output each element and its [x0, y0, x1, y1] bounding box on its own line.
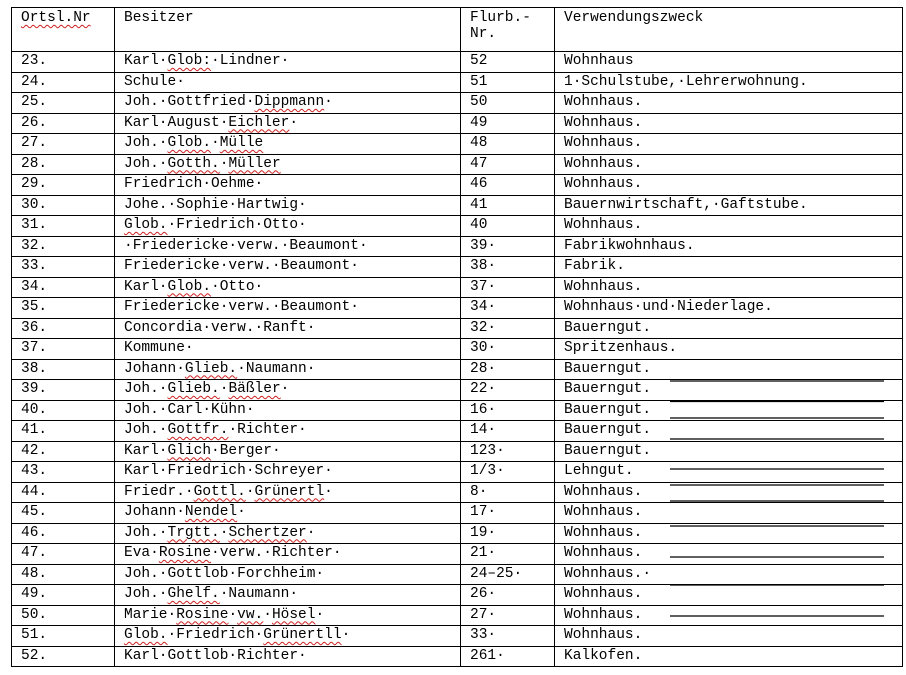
cell-ortsl-nr: 27.	[12, 134, 115, 155]
cell-verwendungszweck: Wohnhaus·und·Niederlage.	[555, 298, 903, 319]
cell-besitzer: Kommune·	[115, 339, 461, 360]
table-row	[12, 380, 903, 401]
cell-ortsl-nr: 37.	[12, 339, 115, 360]
table-row	[12, 441, 903, 462]
cell-besitzer: Friedr.·Gottl.·Grünertl·	[115, 482, 461, 503]
cell-verwendungszweck: Bauerngut.	[555, 318, 903, 339]
cell-flurb-nr: 46	[461, 175, 555, 196]
cell-ortsl-nr: 51.	[12, 626, 115, 647]
table-row	[12, 646, 903, 667]
cell-ortsl-nr: 42.	[12, 441, 115, 462]
cell-verwendungszweck: Wohnhaus.	[555, 216, 903, 237]
table-row	[12, 503, 903, 524]
cell-flurb-nr: 33·	[461, 626, 555, 647]
cell-ortsl-nr: 48.	[12, 564, 115, 585]
header-besitzer: Besitzer	[115, 8, 461, 52]
header-flurb-nr: Flurb.-Nr.	[461, 8, 555, 52]
table-row	[12, 52, 903, 73]
cell-besitzer: Glob.·Friedrich·Otto·	[115, 216, 461, 237]
cell-flurb-nr: 38·	[461, 257, 555, 278]
cell-verwendungszweck: Wohnhaus.	[555, 626, 903, 647]
cell-ortsl-nr: 32.	[12, 236, 115, 257]
cell-verwendungszweck: Wohnhaus.	[555, 113, 903, 134]
cell-besitzer: Joh.·Gottfr.·Richter·	[115, 421, 461, 442]
table-row	[12, 585, 903, 606]
cell-flurb-nr: 21·	[461, 544, 555, 565]
cell-verwendungszweck: Bauerngut.	[555, 441, 903, 462]
table-row	[12, 359, 903, 380]
cell-verwendungszweck: Bauerngut.	[555, 400, 903, 421]
table-row	[12, 605, 903, 626]
table-row	[12, 175, 903, 196]
cell-besitzer: Joh.·Glob.·Mülle	[115, 134, 461, 155]
cell-verwendungszweck: Wohnhaus.	[555, 544, 903, 565]
table-row	[12, 339, 903, 360]
cell-besitzer: Joh.·Glieb.·Bäßler·	[115, 380, 461, 401]
cell-flurb-nr: 37·	[461, 277, 555, 298]
cell-besitzer: Karl·Glob.·Otto·	[115, 277, 461, 298]
table-row	[12, 277, 903, 298]
cell-ortsl-nr: 45.	[12, 503, 115, 524]
cell-ortsl-nr: 44.	[12, 482, 115, 503]
cell-verwendungszweck: Wohnhaus.·	[555, 564, 903, 585]
table-row	[12, 134, 903, 155]
cell-ortsl-nr: 29.	[12, 175, 115, 196]
cell-ortsl-nr: 33.	[12, 257, 115, 278]
cell-verwendungszweck: Wohnhaus.	[555, 482, 903, 503]
cell-verwendungszweck: Spritzenhaus.	[555, 339, 903, 360]
table-row	[12, 421, 903, 442]
cell-flurb-nr: 52	[461, 52, 555, 73]
cell-verwendungszweck: Fabrik.	[555, 257, 903, 278]
cell-besitzer: Karl·August·Eichler·	[115, 113, 461, 134]
cell-flurb-nr: 39·	[461, 236, 555, 257]
table-row	[12, 544, 903, 565]
table-row	[12, 195, 903, 216]
cell-besitzer: Friedrich·Oehme·	[115, 175, 461, 196]
cell-flurb-nr: 19·	[461, 523, 555, 544]
cell-besitzer: Friedericke·verw.·Beaumont·	[115, 257, 461, 278]
cell-flurb-nr: 17·	[461, 503, 555, 524]
table-row	[12, 216, 903, 237]
table-row	[12, 564, 903, 585]
table-row	[12, 93, 903, 114]
cell-flurb-nr: 48	[461, 134, 555, 155]
cell-besitzer: ·Friedericke·verw.·Beaumont·	[115, 236, 461, 257]
cell-flurb-nr: 14·	[461, 421, 555, 442]
cell-ortsl-nr: 41.	[12, 421, 115, 442]
cell-verwendungszweck: Wohnhaus.	[555, 175, 903, 196]
cell-besitzer: Eva·Rosine·verw.·Richter·	[115, 544, 461, 565]
cell-flurb-nr: 8·	[461, 482, 555, 503]
cell-flurb-nr: 16·	[461, 400, 555, 421]
cell-besitzer: Johann·Glieb.·Naumann·	[115, 359, 461, 380]
cell-verwendungszweck: 1·Schulstube,·Lehrerwohnung.	[555, 72, 903, 93]
cell-flurb-nr: 30·	[461, 339, 555, 360]
cell-besitzer: Concordia·verw.·Ranft·	[115, 318, 461, 339]
cell-verwendungszweck: Wohnhaus.	[555, 93, 903, 114]
table-row	[12, 298, 903, 319]
cell-ortsl-nr: 28.	[12, 154, 115, 175]
cell-flurb-nr: 261·	[461, 646, 555, 667]
cell-besitzer: Karl·Gottlob·Richter·	[115, 646, 461, 667]
cell-verwendungszweck: Bauerngut.	[555, 380, 903, 401]
cell-flurb-nr: 40	[461, 216, 555, 237]
cell-flurb-nr: 32·	[461, 318, 555, 339]
cell-verwendungszweck: Wohnhaus.	[555, 605, 903, 626]
cell-verwendungszweck: Wohnhaus.	[555, 503, 903, 524]
cell-ortsl-nr: 38.	[12, 359, 115, 380]
cell-besitzer: Johe.·Sophie·Hartwig·	[115, 195, 461, 216]
cell-flurb-nr: 47	[461, 154, 555, 175]
cell-ortsl-nr: 25.	[12, 93, 115, 114]
cell-besitzer: Karl·Friedrich·Schreyer·	[115, 462, 461, 483]
cell-flurb-nr: 22·	[461, 380, 555, 401]
cell-flurb-nr: 123·	[461, 441, 555, 462]
cell-flurb-nr: 50	[461, 93, 555, 114]
cell-besitzer: Joh.·Carl·Kühn·	[115, 400, 461, 421]
table-row	[12, 482, 903, 503]
cell-besitzer: Marie·Rosine·vw.·Hösel·	[115, 605, 461, 626]
cell-verwendungszweck: Wohnhaus.	[555, 134, 903, 155]
table-row	[12, 626, 903, 647]
cell-ortsl-nr: 40.	[12, 400, 115, 421]
cell-flurb-nr: 26·	[461, 585, 555, 606]
cell-ortsl-nr: 24.	[12, 72, 115, 93]
cell-ortsl-nr: 39.	[12, 380, 115, 401]
cell-flurb-nr: 41	[461, 195, 555, 216]
table-row	[12, 236, 903, 257]
cell-flurb-nr: 28·	[461, 359, 555, 380]
cell-ortsl-nr: 36.	[12, 318, 115, 339]
cell-ortsl-nr: 46.	[12, 523, 115, 544]
cell-besitzer: Karl·Glich·Berger·	[115, 441, 461, 462]
table-row	[12, 318, 903, 339]
table-row	[12, 462, 903, 483]
cell-verwendungszweck: Wohnhaus.	[555, 585, 903, 606]
table-row	[12, 257, 903, 278]
cell-besitzer: Joh.·Gotth.·Müller	[115, 154, 461, 175]
cell-besitzer: Joh.·Gottlob·Forchheim·	[115, 564, 461, 585]
cell-besitzer: Joh.·Gottfried·Dippmann·	[115, 93, 461, 114]
cell-verwendungszweck: Lehngut.	[555, 462, 903, 483]
cell-besitzer: Karl·Glob:·Lindner·	[115, 52, 461, 73]
cell-ortsl-nr: 35.	[12, 298, 115, 319]
cell-verwendungszweck: Bauernwirtschaft,·Gaftstube.	[555, 195, 903, 216]
cell-ortsl-nr: 23.	[12, 52, 115, 73]
cell-ortsl-nr: 49.	[12, 585, 115, 606]
cell-ortsl-nr: 34.	[12, 277, 115, 298]
cell-flurb-nr: 1/3·	[461, 462, 555, 483]
cell-verwendungszweck: Wohnhaus.	[555, 523, 903, 544]
header-ortsl-nr: Ortsl.Nr	[12, 8, 115, 52]
cell-besitzer: Joh.·Ghelf.·Naumann·	[115, 585, 461, 606]
cell-besitzer: Joh.·Trgtt.·Schertzer·	[115, 523, 461, 544]
property-register-table	[11, 7, 903, 667]
cell-flurb-nr: 51	[461, 72, 555, 93]
cell-flurb-nr: 34·	[461, 298, 555, 319]
cell-ortsl-nr: 30.	[12, 195, 115, 216]
cell-flurb-nr: 24–25·	[461, 564, 555, 585]
header-verwendungszweck: Verwendungszweck	[555, 8, 903, 52]
header-row	[12, 8, 903, 52]
cell-ortsl-nr: 26.	[12, 113, 115, 134]
table-row	[12, 400, 903, 421]
cell-verwendungszweck: Wohnhaus	[555, 52, 903, 73]
table-row	[12, 113, 903, 134]
cell-ortsl-nr: 47.	[12, 544, 115, 565]
cell-verwendungszweck: Wohnhaus.	[555, 277, 903, 298]
cell-flurb-nr: 27·	[461, 605, 555, 626]
cell-ortsl-nr: 52.	[12, 646, 115, 667]
cell-verwendungszweck: Wohnhaus.	[555, 154, 903, 175]
cell-verwendungszweck: Bauerngut.	[555, 421, 903, 442]
cell-verwendungszweck: Fabrikwohnhaus.	[555, 236, 903, 257]
cell-ortsl-nr: 50.	[12, 605, 115, 626]
cell-besitzer: Johann·Nendel·	[115, 503, 461, 524]
cell-besitzer: Schule·	[115, 72, 461, 93]
cell-flurb-nr: 49	[461, 113, 555, 134]
table-body	[12, 52, 903, 667]
table-row	[12, 523, 903, 544]
cell-verwendungszweck: Bauerngut.	[555, 359, 903, 380]
cell-besitzer: Glob.·Friedrich·Grünertll·	[115, 626, 461, 647]
table-row	[12, 72, 903, 93]
cell-besitzer: Friedericke·verw.·Beaumont·	[115, 298, 461, 319]
cell-verwendungszweck: Kalkofen.	[555, 646, 903, 667]
cell-ortsl-nr: 31.	[12, 216, 115, 237]
cell-ortsl-nr: 43.	[12, 462, 115, 483]
table-row	[12, 154, 903, 175]
